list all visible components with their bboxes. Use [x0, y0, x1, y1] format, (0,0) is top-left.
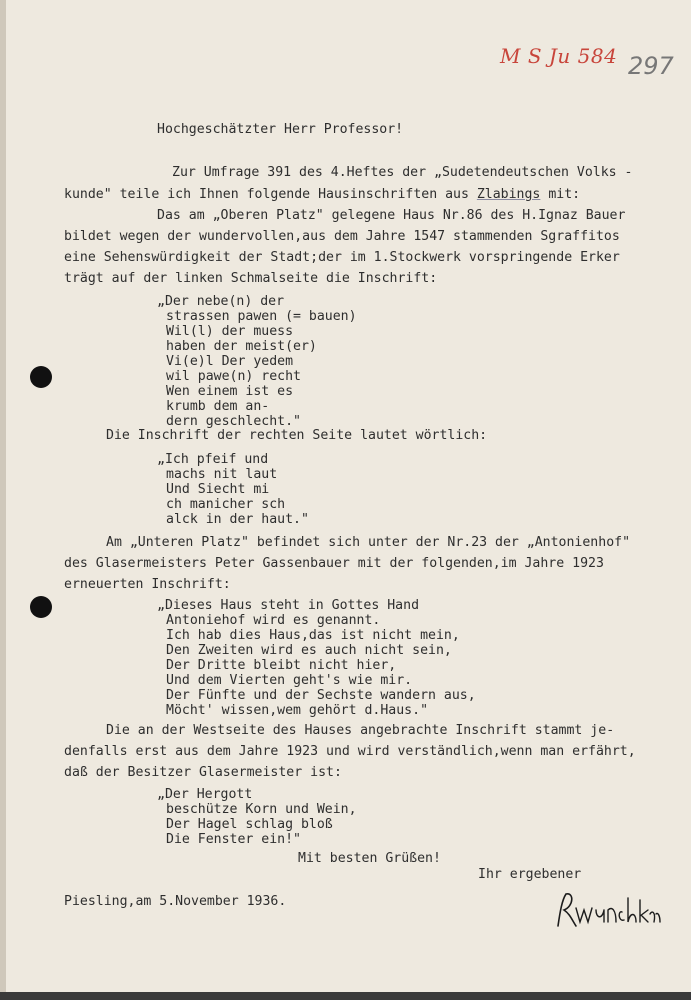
page-bottom-edge	[0, 992, 691, 1000]
paragraph-4-line-3: erneuerten Inschrift:	[64, 577, 231, 592]
folio-number: 297	[628, 52, 674, 80]
paragraph-3: Die Inschrift der rechten Seite lautet wörtlich:	[106, 428, 488, 443]
quote-1-line: Wil(l) der muess	[166, 324, 294, 339]
paragraph-2-line-4: trägt auf der linken Schmalseite die Inschrift:	[64, 271, 438, 286]
handwritten-signature	[552, 888, 662, 934]
quote-4-line: beschütze Korn und Wein,	[166, 802, 357, 817]
quote-1-line: strassen pawen (= bauen)	[166, 309, 357, 324]
paragraph-2-line-2: bildet wegen der wundervollen,aus dem Jahre 1547 stammenden Sgraffitos	[64, 229, 620, 244]
quote-4-line: „Der Hergott	[157, 787, 253, 802]
quote-2-line: Und Siecht mi	[166, 482, 270, 497]
quote-3-line: Den Zweiten wird es auch nicht sein,	[166, 643, 452, 658]
quote-3-line: „Dieses Haus steht in Gottes Hand	[157, 598, 420, 613]
closing-greeting: Mit besten Grüßen!	[298, 851, 441, 866]
paragraph-2-line-3: eine Sehenswürdigkeit der Stadt;der im 1.Stockwerk vorspringende Erker	[64, 250, 620, 265]
quote-1-line: „Der nebe(n) der	[157, 294, 285, 309]
page-left-edge	[0, 0, 6, 1000]
paragraph-1-line-1: Zur Umfrage 391 des 4.Heftes der „Sudetendeutschen Volks -	[172, 165, 633, 180]
quote-3-line: Und dem Vierten geht's wie mir.	[166, 673, 413, 688]
paragraph-4-line-2: des Glasermeisters Peter Gassenbauer mit der folgenden,im Jahre 1923	[64, 556, 604, 571]
quote-1-line: dern geschlecht."	[166, 414, 301, 429]
quote-1-line: wil pawe(n) recht	[166, 369, 301, 384]
quote-2-line: machs nit laut	[166, 467, 278, 482]
quote-1-line: Vi(e)l Der yedem	[166, 354, 294, 369]
closing-formula: Ihr ergebener	[478, 867, 582, 882]
quote-3-line: Ich hab dies Haus,das ist nicht mein,	[166, 628, 460, 643]
quote-4-line: Die Fenster ein!"	[166, 832, 301, 847]
paragraph-1-line-2: kunde" teile ich Ihnen folgende Hausinschriften aus Zlabings mit:	[64, 187, 581, 202]
salutation: Hochgeschätzter Herr Professor!	[157, 122, 404, 137]
paragraph-5-line-3: daß der Besitzer Glasermeister ist:	[64, 765, 342, 780]
quote-2-line: „Ich pfeif und	[157, 452, 269, 467]
quote-2-line: alck in der haut."	[166, 512, 309, 527]
paragraph-5-line-2: denfalls erst aus dem Jahre 1923 und wird verständlich,wenn man erfährt,	[64, 744, 636, 759]
quote-3-line: Antoniehof wird es genannt.	[166, 613, 381, 628]
quote-3-line: Der Fünfte und der Sechste wandern aus,	[166, 688, 476, 703]
quote-2-line: ch manicher sch	[166, 497, 286, 512]
quote-1-line: krumb dem an-	[166, 399, 270, 414]
quote-3-line: Der Dritte bleibt nicht hier,	[166, 658, 397, 673]
punch-hole-bottom	[30, 596, 52, 618]
place-name-zlabings: Zlabings	[476, 187, 541, 202]
quote-3-line: Möcht' wissen,wem gehört d.Haus."	[166, 703, 429, 718]
punch-hole-top	[30, 366, 52, 388]
quote-1-line: haben der meist(er)	[166, 339, 317, 354]
paragraph-5-line-1: Die an der Westseite des Hauses angebrachte Inschrift stammt je-	[106, 723, 615, 738]
paragraph-4-line-1: Am „Unteren Platz" befindet sich unter der Nr.23 der „Antonienhof"	[106, 535, 631, 550]
paragraph-2-line-1: Das am „Oberen Platz" gelegene Haus Nr.86 des H.Ignaz Bauer	[157, 208, 626, 223]
quote-1-line: Wen einem ist es	[166, 384, 294, 399]
place-and-date: Piesling,am 5.November 1936.	[64, 894, 287, 909]
archive-code: M S Ju 584	[500, 44, 618, 68]
quote-4-line: Der Hagel schlag bloß	[166, 817, 333, 832]
